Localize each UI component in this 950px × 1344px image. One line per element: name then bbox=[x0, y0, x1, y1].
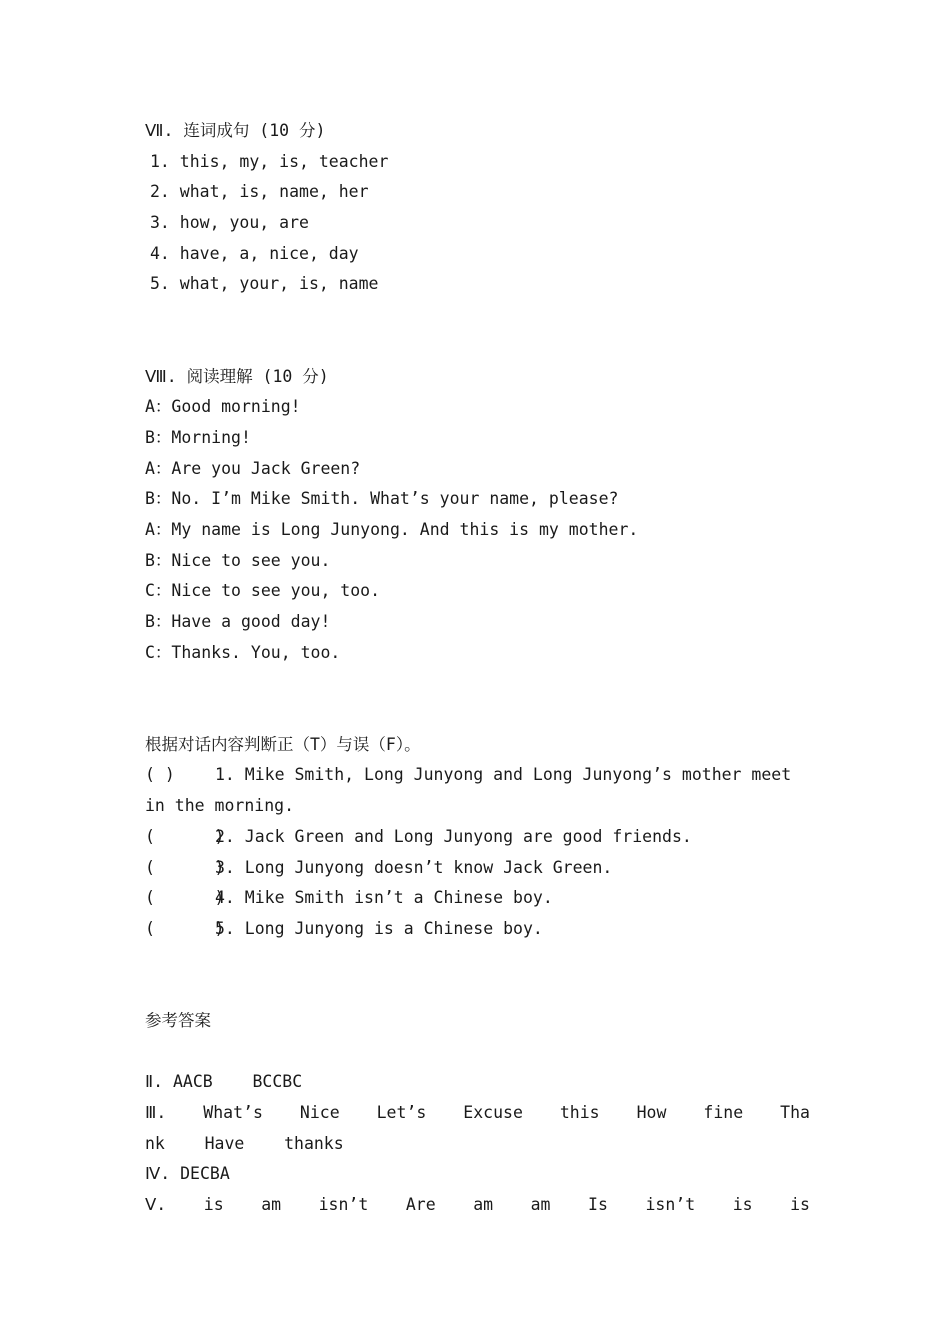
dialogue-line: B：No. I’m Mike Smith. What’s your name, please? bbox=[145, 489, 619, 509]
dialogue-line: A：Are you Jack Green? bbox=[145, 458, 361, 478]
answer-word: this bbox=[559, 1103, 600, 1123]
tf-instruction: 根据对话内容判断正（T）与误（F）。 bbox=[145, 734, 421, 754]
answer-blank[interactable]: ( ) bbox=[145, 826, 225, 846]
answer-word: fine bbox=[703, 1103, 744, 1123]
tf-question-text: 5. Long Junyong is a Chinese boy. bbox=[215, 918, 543, 938]
answer-word: Are bbox=[405, 1195, 436, 1215]
dialogue-line: B：Have a good day! bbox=[145, 612, 331, 632]
dialogue-line: B：Morning! bbox=[145, 427, 251, 447]
tf-question bbox=[145, 822, 810, 853]
answer-line-iii bbox=[145, 1098, 810, 1129]
answer-word: is bbox=[732, 1195, 753, 1215]
answer-word: Tha bbox=[780, 1103, 810, 1123]
tf-question-text: 1. Mike Smith, Long Junyong and Long Junyong’s mother meet in the morning. bbox=[145, 765, 792, 816]
tf-question bbox=[145, 760, 810, 821]
tf-question-text: 2. Jack Green and Long Junyong are good friends. bbox=[215, 826, 692, 846]
dialogue-line: C：Nice to see you, too. bbox=[145, 581, 381, 601]
dialogue-line: B：Nice to see you. bbox=[145, 550, 331, 570]
answer-word: is bbox=[790, 1195, 810, 1215]
section-7-item: 2. what, is, name, her bbox=[150, 182, 369, 202]
answer-blank[interactable]: ( ) bbox=[145, 765, 175, 785]
answer-word: Excuse bbox=[463, 1103, 523, 1123]
document-page bbox=[145, 116, 810, 1221]
answer-word: am bbox=[473, 1195, 494, 1215]
answer-line-iv: Ⅳ. DECBA bbox=[145, 1164, 230, 1184]
answer-line-v bbox=[145, 1190, 810, 1221]
answer-line-ii: Ⅱ. AACB BCCBC bbox=[145, 1072, 303, 1092]
answer-word: Nice bbox=[299, 1103, 340, 1123]
tf-question-text: 4. Mike Smith isn’t a Chinese boy. bbox=[215, 888, 553, 908]
answer-line-iii-continued: nk Have thanks bbox=[145, 1133, 344, 1153]
dialogue-line: C：Thanks. You, too. bbox=[145, 642, 341, 662]
answer-word: is bbox=[203, 1195, 224, 1215]
section-7-item: 1. this, my, is, teacher bbox=[150, 151, 389, 171]
answer-word: isn’t bbox=[645, 1195, 696, 1215]
tf-question bbox=[145, 853, 810, 884]
answer-label: Ⅴ. bbox=[145, 1195, 167, 1215]
section-7-item: 4. have, a, nice, day bbox=[150, 243, 359, 263]
answer-word: am bbox=[261, 1195, 282, 1215]
section-7-item: 5. what, your, is, name bbox=[150, 274, 379, 294]
tf-question bbox=[145, 883, 810, 914]
answer-label: Ⅲ. bbox=[145, 1103, 167, 1123]
answer-word: am bbox=[530, 1195, 551, 1215]
section-7-title: Ⅶ. 连词成句 (10 分) bbox=[145, 121, 326, 140]
dialogue-line: A：My name is Long Junyong. And this is my mother. bbox=[145, 519, 639, 539]
answer-word: How bbox=[636, 1103, 667, 1123]
answer-blank[interactable]: ( ) bbox=[145, 918, 225, 938]
answer-word: isn’t bbox=[318, 1195, 369, 1215]
answer-blank[interactable]: ( ) bbox=[145, 857, 225, 877]
dialogue-line: A：Good morning! bbox=[145, 397, 301, 417]
section-8-title: Ⅷ. 阅读理解 (10 分) bbox=[145, 366, 329, 386]
answer-word: What’s bbox=[203, 1103, 263, 1123]
answers-title: 参考答案 bbox=[145, 1011, 211, 1031]
tf-question bbox=[145, 914, 810, 945]
tf-question-text: 3. Long Junyong doesn’t know Jack Green. bbox=[215, 857, 613, 877]
answer-word: Is bbox=[588, 1195, 608, 1215]
section-7-item: 3. how, you, are bbox=[150, 213, 309, 233]
answer-word: Let’s bbox=[376, 1103, 427, 1123]
answer-blank[interactable]: ( ) bbox=[145, 888, 225, 908]
